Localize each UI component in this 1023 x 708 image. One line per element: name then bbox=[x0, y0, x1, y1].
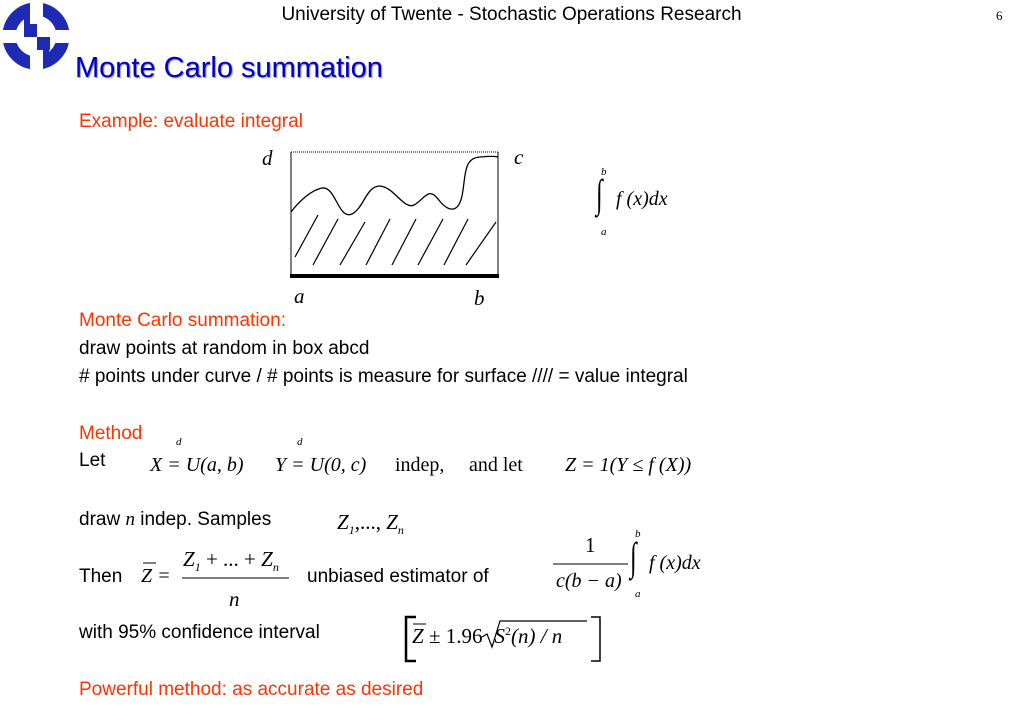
estimator-integral-sign: ∫ bbox=[630, 534, 637, 579]
ci-sup: 2 bbox=[504, 624, 511, 638]
integral-lower-limit: a bbox=[601, 226, 607, 238]
then-label: Then bbox=[79, 566, 123, 587]
draw-n: n bbox=[125, 509, 135, 530]
num-zn: Z bbox=[261, 547, 273, 571]
label-a: a bbox=[294, 284, 305, 308]
ci-s: S bbox=[494, 624, 505, 648]
zbar-lhs: Z = bbox=[141, 565, 171, 587]
mc-line-2: # points under curve / # points is measure for surface //// = value integral bbox=[79, 366, 688, 387]
label-d: d bbox=[262, 146, 273, 170]
sample-zn: Z bbox=[386, 510, 398, 534]
mc-heading: Monte Carlo summation: bbox=[79, 310, 286, 331]
num-z1: Z bbox=[183, 547, 195, 571]
x-definition: X = U(a, b) bbox=[150, 454, 244, 476]
indep-samples-word: indep. Samples bbox=[140, 509, 272, 530]
conclusion: Powerful method: as accurate as desired bbox=[79, 679, 424, 700]
integral-sign: ∫ bbox=[596, 171, 603, 216]
y-definition: Y = U(0, c) bbox=[275, 454, 367, 476]
estimator-lower-limit: a bbox=[635, 588, 641, 600]
estimator-integrand: f (x)dx bbox=[649, 552, 701, 574]
method-heading: Method bbox=[79, 423, 143, 444]
equal-in-distribution-2: d bbox=[297, 436, 303, 448]
estimator-upper-limit: b bbox=[635, 528, 641, 540]
example-label: Example: evaluate integral bbox=[79, 111, 303, 132]
estimator-denominator: c(b − a) bbox=[556, 570, 622, 592]
ci-text: with 95% confidence interval bbox=[79, 622, 320, 643]
ci-rest: (n) / n bbox=[510, 624, 563, 648]
let-label: Let bbox=[79, 450, 106, 471]
equal-in-distribution-1: d bbox=[176, 436, 182, 448]
zbar-denominator: n bbox=[229, 587, 240, 611]
label-c: c bbox=[514, 145, 524, 169]
z-definition: Z = 1(Y ≤ f (X)) bbox=[565, 454, 692, 476]
indep-text: indep, bbox=[395, 454, 445, 476]
ci-formula bbox=[412, 624, 562, 649]
mc-line-1: draw points at random in box abcd bbox=[79, 338, 370, 359]
integral-upper-limit: b bbox=[601, 166, 607, 178]
zbar-numerator bbox=[183, 547, 279, 575]
estimator-numerator: 1 bbox=[585, 533, 596, 557]
ci-pm: ± 1.96 bbox=[423, 624, 483, 648]
slide-title: Monte Carlo summation bbox=[75, 52, 383, 84]
ci-zbar: Z bbox=[412, 624, 424, 648]
label-b: b bbox=[474, 286, 485, 310]
integral-integrand: f (x)dx bbox=[616, 188, 668, 210]
and-let-text: and let bbox=[469, 454, 523, 476]
num-mid: + ... + bbox=[200, 547, 262, 571]
page-number: 6 bbox=[996, 8, 1003, 23]
sample-dots: ,..., bbox=[354, 510, 387, 534]
sample-z1: Z bbox=[337, 510, 349, 534]
unbiased-text: unbiased estimator of bbox=[307, 566, 489, 587]
sample-subn: n bbox=[397, 523, 404, 538]
header-title: University of Twente - Stochastic Operations Research bbox=[281, 4, 742, 25]
sample-sub1: 1 bbox=[348, 523, 355, 538]
num-sub1: 1 bbox=[194, 560, 201, 575]
num-subn: n bbox=[272, 560, 279, 575]
draw-word: draw bbox=[79, 509, 121, 530]
